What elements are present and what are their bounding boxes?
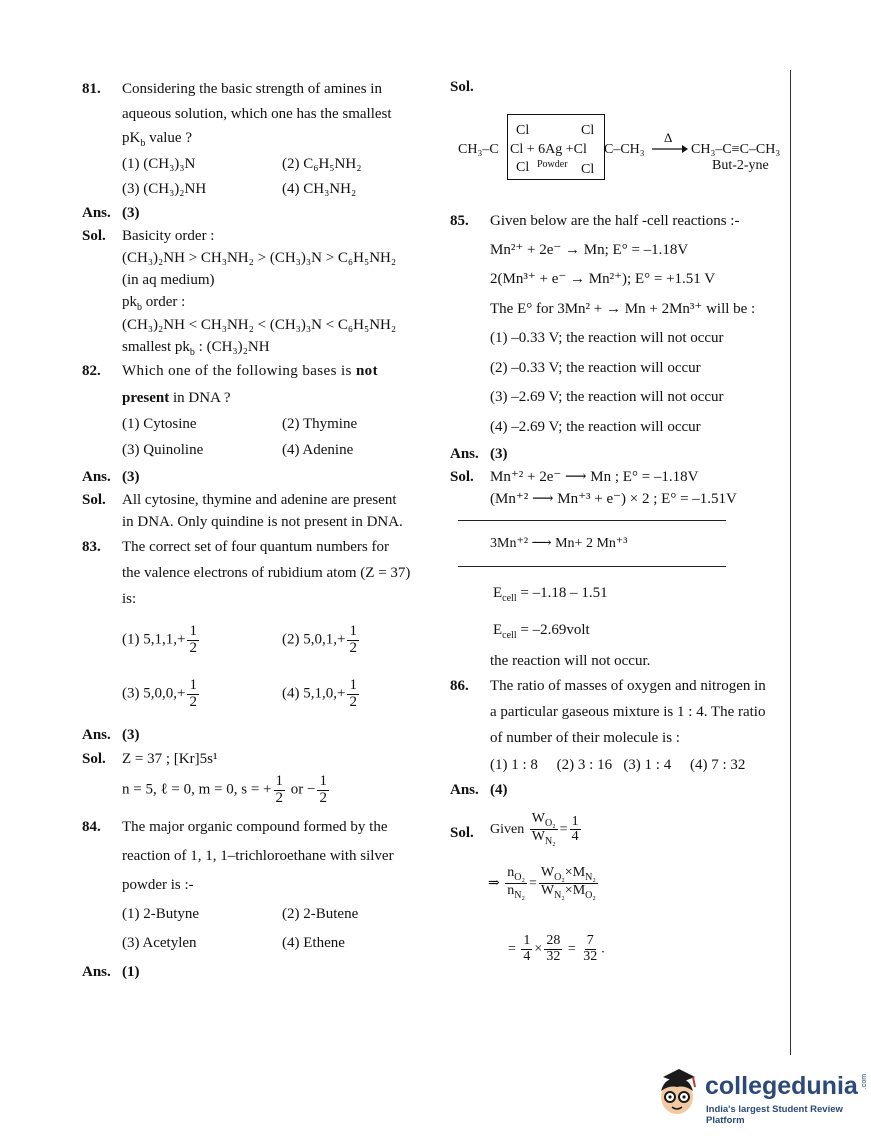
q85-sol-4: $E_{cell} = -1.18 - 1.51$ [493,585,608,604]
rxn-cl-top-right: Cl [581,123,595,138]
q83-number: 83. [82,539,101,555]
q85-sol-1: Mn⁺² + 2e⁻ ⟶ Mn ; E° = –1.18V [490,469,699,485]
q85-option-1: (1) –0.33 V; the reaction will not occur [490,330,724,346]
q84-option-3: (3) Acetylen [122,935,197,951]
q86-line1: The ratio of masses of oxygen and nitrogen in [490,678,766,694]
q85-sol-2: (Mn⁺² ⟶ Mn⁺³ + e⁻) × 2 ; E° = –1.51V [490,491,737,507]
rxn-left: CH₃–C [458,142,499,157]
q85-line3: 2(Mn³⁺ + e⁻ → Mn²⁺); E° = +1.51 V [490,271,716,287]
q83-answer: (3) [122,727,140,743]
q85-line2: Mn²⁺ + 2e⁻ → Mn; E° = –1.18V [490,242,689,258]
q83-sol-2: n = 5, ℓ = 0, m = 0, s = + $\frac{1}{2}$ or − $\frac{1}{2}$ [122,773,327,806]
q82-option-4: (4) Adenine [282,442,354,458]
q84-option-4: (4) Ethene [282,935,345,951]
q83-sol-1: Z = 37 ; [Kr]5s¹ [122,751,218,767]
q85-line1: Given below are the half -cell reactions :- [490,213,740,229]
q81-sol-1: Basicity order : [122,228,215,244]
rxn-cl-top-left: Cl [516,123,530,138]
rxn-middle: Cl + 6Ag +Cl [510,142,587,157]
q81-sol-5: (CH₃)₂NH < CH₃NH₂ < (CH₃)₃N < C₆H₅NH₂ [122,317,397,333]
rxn-right: C–CH₃ [604,142,645,157]
q81-line2: aqueous solution, which one has the smallest [122,106,392,122]
q83-ans-label: Ans. [82,727,111,743]
q86-ratio-eq: ⇒ $\frac{n_{O_2}}{n_{N_2}}$ = $\frac{W_{O_2}\times M_{N_2}}{W_{N_2}\times M_{O_2}}$ [488,865,596,902]
q81-answer: (3) [122,205,140,221]
q85-option-4: (4) –2.69 V; the reaction will occur [490,419,701,435]
q86-ans-label: Ans. [450,782,479,798]
q84-option-2: (2) 2-Butene [282,906,359,922]
brand-name: collegedunia [705,1072,858,1100]
q81-sol-4: $pk_b$ order : [122,294,186,313]
rxn-cl-bottom-right: Cl [581,162,595,177]
q86-line3: of number of their molecule is : [490,730,680,746]
q84-option-1: (1) 2-Butyne [122,906,200,922]
q85-answer: (3) [490,446,508,462]
q84-line1: The major organic compound formed by the [122,819,388,835]
q84-ans-label: Ans. [82,964,111,980]
q81-ans-label: Ans. [82,205,111,221]
rxn-delta: Δ [664,130,673,145]
q85-line4: The E° for 3Mn² + → Mn + 2Mn³⁺ will be : [490,301,756,317]
q85-sol-label: Sol. [450,469,474,485]
q83-sol-label: Sol. [82,751,106,767]
q81-option-2: (2) C₆H₅NH₂ [282,156,362,172]
q81-line3: $pK_b$ value ? [122,130,192,149]
column-divider [790,70,791,1055]
q83-option-2: (2) 5,0,1,+ $\frac{1}{2}$ [282,623,357,656]
sum-line-bottom [458,566,726,567]
mascot-icon [655,1067,699,1117]
q82-ans-label: Ans. [82,469,111,485]
q82-option-2: (2) Thymine [282,416,358,432]
q83-option-3: (3) 5,0,0,+ $\frac{1}{2}$ [122,677,197,710]
rxn-product: CH₃–C≡C–CH₃ [691,142,781,157]
q86-number: 86. [450,678,469,694]
q85-option-3: (3) –2.69 V; the reaction will not occur [490,389,724,405]
brand-tagline: India's largest Student Review Platform [706,1104,843,1126]
rxn-powder: Powder [537,159,568,170]
q86-answer: (4) [490,782,508,798]
q85-sol-3: 3Mn⁺² ⟶ Mn+ 2 Mn⁺³ [490,536,628,551]
q82-sol-2: in DNA. Only quindine is not present in DNA. [122,514,403,530]
q83-line1: The correct set of four quantum numbers for [122,539,389,555]
q85-sol-5: $E_{cell}$ = –2.69volt [493,622,590,641]
q82-line1: Which one of the following bases is not [122,363,378,379]
rxn-cl-bottom-left: Cl [516,160,530,175]
q81-line1: Considering the basic strength of amines in [122,81,382,97]
q84-sol-label: Sol. [450,79,474,95]
q82-answer: (3) [122,469,140,485]
q86-result-eq: = $\frac{1}{4}$ × $\frac{28}{32}$ = $\frac{7}{32}$ . [508,933,605,964]
q84-number: 84. [82,819,101,835]
brand-com: .com [861,1073,869,1090]
q86-given-eq: Given $\frac{W_{O_2}}{W_{N_2}}$ = $\frac{1}{4}$ [490,811,579,848]
q81-option-4: (4) CH₃NH₂ [282,181,357,197]
q81-sol-3: (in aq medium) [122,272,215,288]
rxn-product-name: But-2-yne [712,158,769,173]
q81-sol-label: Sol. [82,228,106,244]
q81-option-3: (3) (CH₃)₂NH [122,181,207,197]
q82-option-3: (3) Quinoline [122,442,204,458]
q82-line2: present in DNA ? [122,390,231,406]
q81-sol-6: smallest $pk_b$ : (CH₃)₂NH [122,339,270,358]
q82-option-1: (1) Cytosine [122,416,197,432]
q84-answer: (1) [122,964,140,980]
q86-options: (1) 1 : 8 (2) 3 : 16 (3) 1 : 4 (4) 7 : 32 [490,757,746,773]
q85-number: 85. [450,213,469,229]
q81-option-1: (1) (CH₃)₃N [122,156,196,172]
q86-sol-label: Sol. [450,825,474,841]
q83-option-4: (4) 5,1,0,+ $\frac{1}{2}$ [282,677,357,710]
q82-sol-1: All cytosine, thymine and adenine are present [122,492,397,508]
q85-option-2: (2) –0.33 V; the reaction will occur [490,360,701,376]
q82-number: 82. [82,363,101,379]
q85-sol-6: the reaction will not occur. [490,653,651,669]
q85-ans-label: Ans. [450,446,479,462]
rxn-arrow-icon [652,143,688,155]
q81-sol-2: (CH₃)₂NH > CH₃NH₂ > (CH₃)₃N > C₆H₅NH₂ [122,250,397,266]
q83-line3: is: [122,591,137,607]
q84-line2: reaction of 1, 1, 1–trichloroethane with silver [122,848,394,864]
q81-number: 81. [82,81,101,97]
q83-line2: the valence electrons of rubidium atom (Z = 37) [122,565,411,581]
q82-sol-label: Sol. [82,492,106,508]
sum-line-top [458,520,726,521]
q86-line2: a particular gaseous mixture is 1 : 4. The ratio [490,704,766,720]
q83-option-1: (1) 5,1,1,+ $\frac{1}{2}$ [122,623,197,656]
q84-line3: powder is :- [122,877,194,893]
